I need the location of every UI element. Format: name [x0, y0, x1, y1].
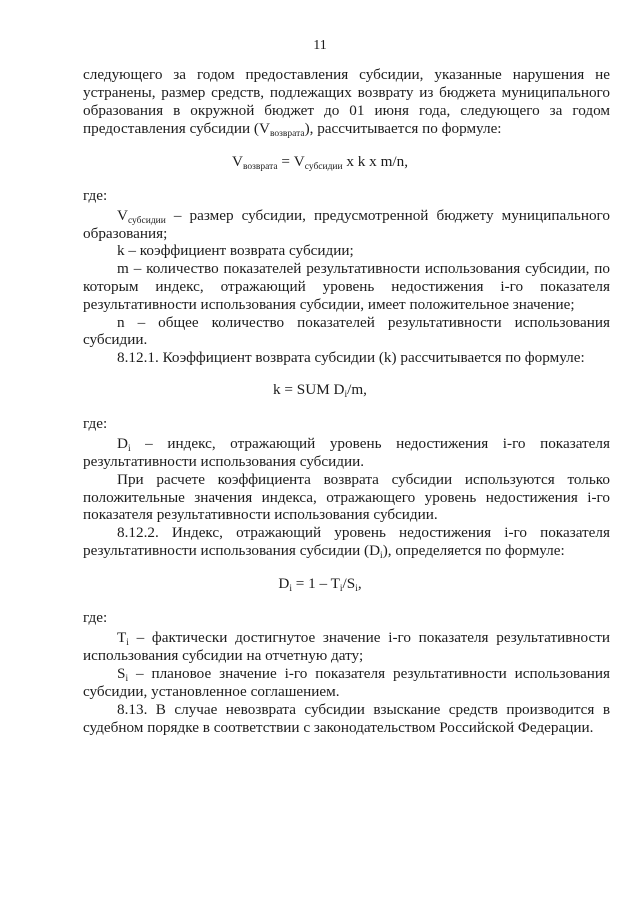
text-line: $T_i$ – фактически достигнутое значение i-го показателя результативности	[117, 629, 610, 648]
text-line: 8.13. В случае невозврата субсидии взыскание средств производится в	[117, 701, 610, 718]
text-line: k – коэффициент возврата субсидии;	[117, 242, 354, 259]
text-line: При расчете коэффициента возврата субсидии используются только	[117, 471, 610, 488]
text-line: где:	[83, 609, 108, 626]
text-line: субсидии.	[83, 331, 148, 348]
text-line: 8.12.2. Индекс, отражающий уровень недостижения i-го показателя	[117, 524, 610, 541]
text-line: $S_i$ – плановое значение i-го показателя результативности использования	[117, 665, 610, 684]
formula-line: k = SUM $D_i/m$,	[273, 381, 367, 400]
text-line: субсидии, установленное соглашением.	[83, 683, 340, 700]
text-line: n – общее количество показателей результативности использования	[117, 314, 610, 331]
text-line: результативности использования субсидии, имеет положительное значение;	[83, 296, 575, 313]
text-line: $V_{субсидии}$ – размер субсидии, предусмотренной бюджету муниципального	[117, 207, 610, 226]
text-line: которым индекс, отражающий уровень недостижения i-го показателя	[83, 278, 610, 295]
text-line: следующего за годом предоставления субсидии, указанные нарушения не	[83, 66, 610, 83]
text-line: m – количество показателей результативности использования субсидии, по	[117, 260, 610, 277]
text-line: судебном порядке в соответствии с законодательством Российской Федерации.	[83, 719, 594, 736]
text-line: где:	[83, 415, 108, 432]
text-line: результативности использования субсидии.	[83, 453, 365, 470]
text-line: результативности использования субсидии $(D_i)$, определяется по формуле:	[83, 542, 565, 561]
text-line: предоставления субсидии $(V_{возврата})$, рассчитывается по формуле:	[83, 120, 502, 139]
text-line: $D_i$ – индекс, отражающий уровень недостижения i-го показателя	[117, 435, 610, 454]
text-line: образования в окружной бюджет до 01 июня года, следующего за годом	[83, 102, 610, 119]
text-line: где:	[83, 187, 108, 204]
page-number: 11	[313, 38, 327, 53]
text-line: положительные значения индекса, отражающего уровень недостижения i-го	[83, 489, 610, 506]
text-line: показателя результативности использования субсидии.	[83, 506, 438, 523]
formula-line: $D_i = 1 - T_i/S_i$,	[278, 575, 362, 594]
text-line: использования субсидии на отчетную дату;	[83, 647, 364, 664]
formula-line: $V_{возврата} = V_{субсидии}$ x k x m/n,	[232, 153, 408, 172]
text-line: образования;	[83, 225, 168, 242]
text-line: устранены, размер средств, подлежащих возврату из бюджета муниципального	[83, 84, 610, 101]
text-line: 8.12.1. Коэффициент возврата субсидии (k) рассчитывается по формуле:	[117, 349, 585, 366]
